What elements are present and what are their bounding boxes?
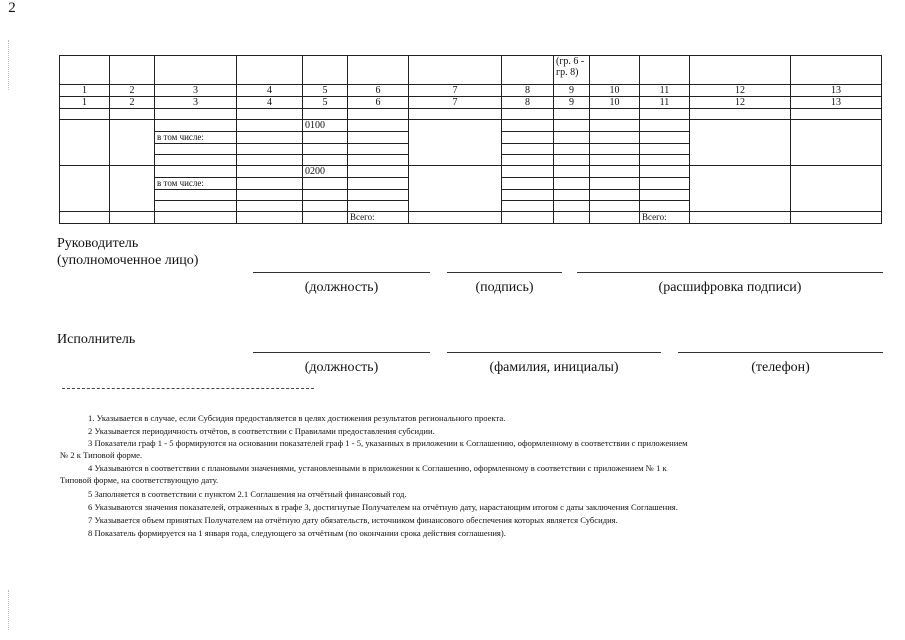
signature-line: [253, 272, 430, 273]
col-num: 13: [791, 97, 882, 109]
including-label: в том числе:: [155, 132, 237, 144]
col-num: 11: [640, 97, 690, 109]
column-numbers-row: [60, 97, 882, 109]
total-label: Всего:: [348, 212, 409, 224]
col-num: 4: [237, 97, 303, 109]
col-num: 7: [409, 97, 502, 109]
footnote: 2 Указывается периодичность отчётов, в соответствии с Правилами предоставления субсидии.: [88, 426, 435, 436]
signature-line: [447, 352, 661, 353]
column-numbers-row: [60, 85, 882, 97]
footnote-separator: [62, 388, 314, 389]
col-num: 4: [237, 85, 303, 97]
footnote: 4 Указываются в соответствии с плановыми значениями, установленными в приложении к Соглашению, оформленному в соответствии с приложением № 1 к: [88, 463, 667, 473]
col-num: 10: [590, 85, 640, 97]
scan-margin-mark: [8, 40, 9, 90]
col-num: 6: [348, 97, 409, 109]
footnote: 5 Заполняется в соответствии с пунктом 2.1 Соглашения на отчётный финансовый год.: [88, 489, 407, 499]
col-num: 12: [690, 85, 791, 97]
table-header-row: [60, 56, 882, 85]
report-table: [59, 55, 882, 224]
col-num: 8: [502, 85, 554, 97]
col-num: 9: [554, 97, 590, 109]
col-num: 1: [60, 97, 110, 109]
exec-phone-label: (телефон): [751, 360, 810, 375]
col-num: 13: [791, 85, 882, 97]
footnote: № 2 к Типовой форме.: [60, 450, 143, 460]
footnote: 8 Показатель формируется на 1 января года, следующего за отчётным (по окончании срока действия соглашения).: [88, 528, 506, 538]
footnote: Типовой форме, на соответствующую дату.: [60, 475, 219, 485]
head-title-block: [57, 235, 198, 269]
table-row: [60, 166, 882, 178]
col-num: 5: [303, 97, 348, 109]
col-num: 9: [554, 85, 590, 97]
signature-line: [577, 272, 883, 273]
head-signature-label: (подпись): [475, 280, 534, 295]
scan-margin-mark: [8, 590, 9, 630]
col-num: 6: [348, 85, 409, 97]
signature-line: [253, 352, 430, 353]
col-num: 2: [110, 97, 155, 109]
total-label: Всего:: [640, 212, 690, 224]
footnote: 3 Показатели граф 1 - 5 формируются на основании показателей граф 1 - 5, указанных в приложении к Соглашению, оформленному в соответствии с приложением: [88, 438, 688, 448]
footnote: 7 Указывается объем принятых Получателем на отчётную дату обязательств, источником финансового обеспечения которых является Субсидия.: [88, 515, 618, 525]
formula-cell: (гр. 6 - гр. 8): [554, 56, 590, 85]
signature-line: [678, 352, 883, 353]
page-number: 2: [8, 0, 16, 16]
footnote: 1. Указывается в случае, если Субсидия предоставляется в целях достижения результатов регионального проекта.: [88, 413, 506, 423]
col-num: 2: [110, 85, 155, 97]
table-row: [60, 120, 882, 132]
total-row: [60, 212, 882, 224]
col-num: 12: [690, 97, 791, 109]
col-num: 10: [590, 97, 640, 109]
col-num: 3: [155, 85, 237, 97]
col-num: 3: [155, 97, 237, 109]
exec-position-label: (должность): [304, 360, 379, 375]
col-num: 5: [303, 85, 348, 97]
executor-title: Исполнитель: [57, 332, 136, 347]
col-num: 8: [502, 97, 554, 109]
footnote: 6 Указываются значения показателей, отраженных в графе 3, достигнутые Получателем на отчётную дату, нарастающим итогом с даты заключения Соглашения.: [88, 502, 678, 512]
col-num: 11: [640, 85, 690, 97]
exec-name-label: (фамилия, инициалы): [489, 360, 619, 375]
col-num: 1: [60, 85, 110, 97]
head-decode-label: (расшифровка подписи): [658, 280, 802, 295]
head-subtitle: (уполномоченное лицо): [57, 253, 199, 268]
head-title: Руководитель: [57, 236, 139, 251]
signature-line: [447, 272, 562, 273]
col-num: 7: [409, 85, 502, 97]
table-row: [60, 109, 882, 120]
code-cell: 0100: [303, 120, 348, 132]
head-position-label: (должность): [304, 280, 379, 295]
code-cell: 0200: [303, 166, 348, 178]
including-label: в том числе:: [155, 178, 237, 190]
